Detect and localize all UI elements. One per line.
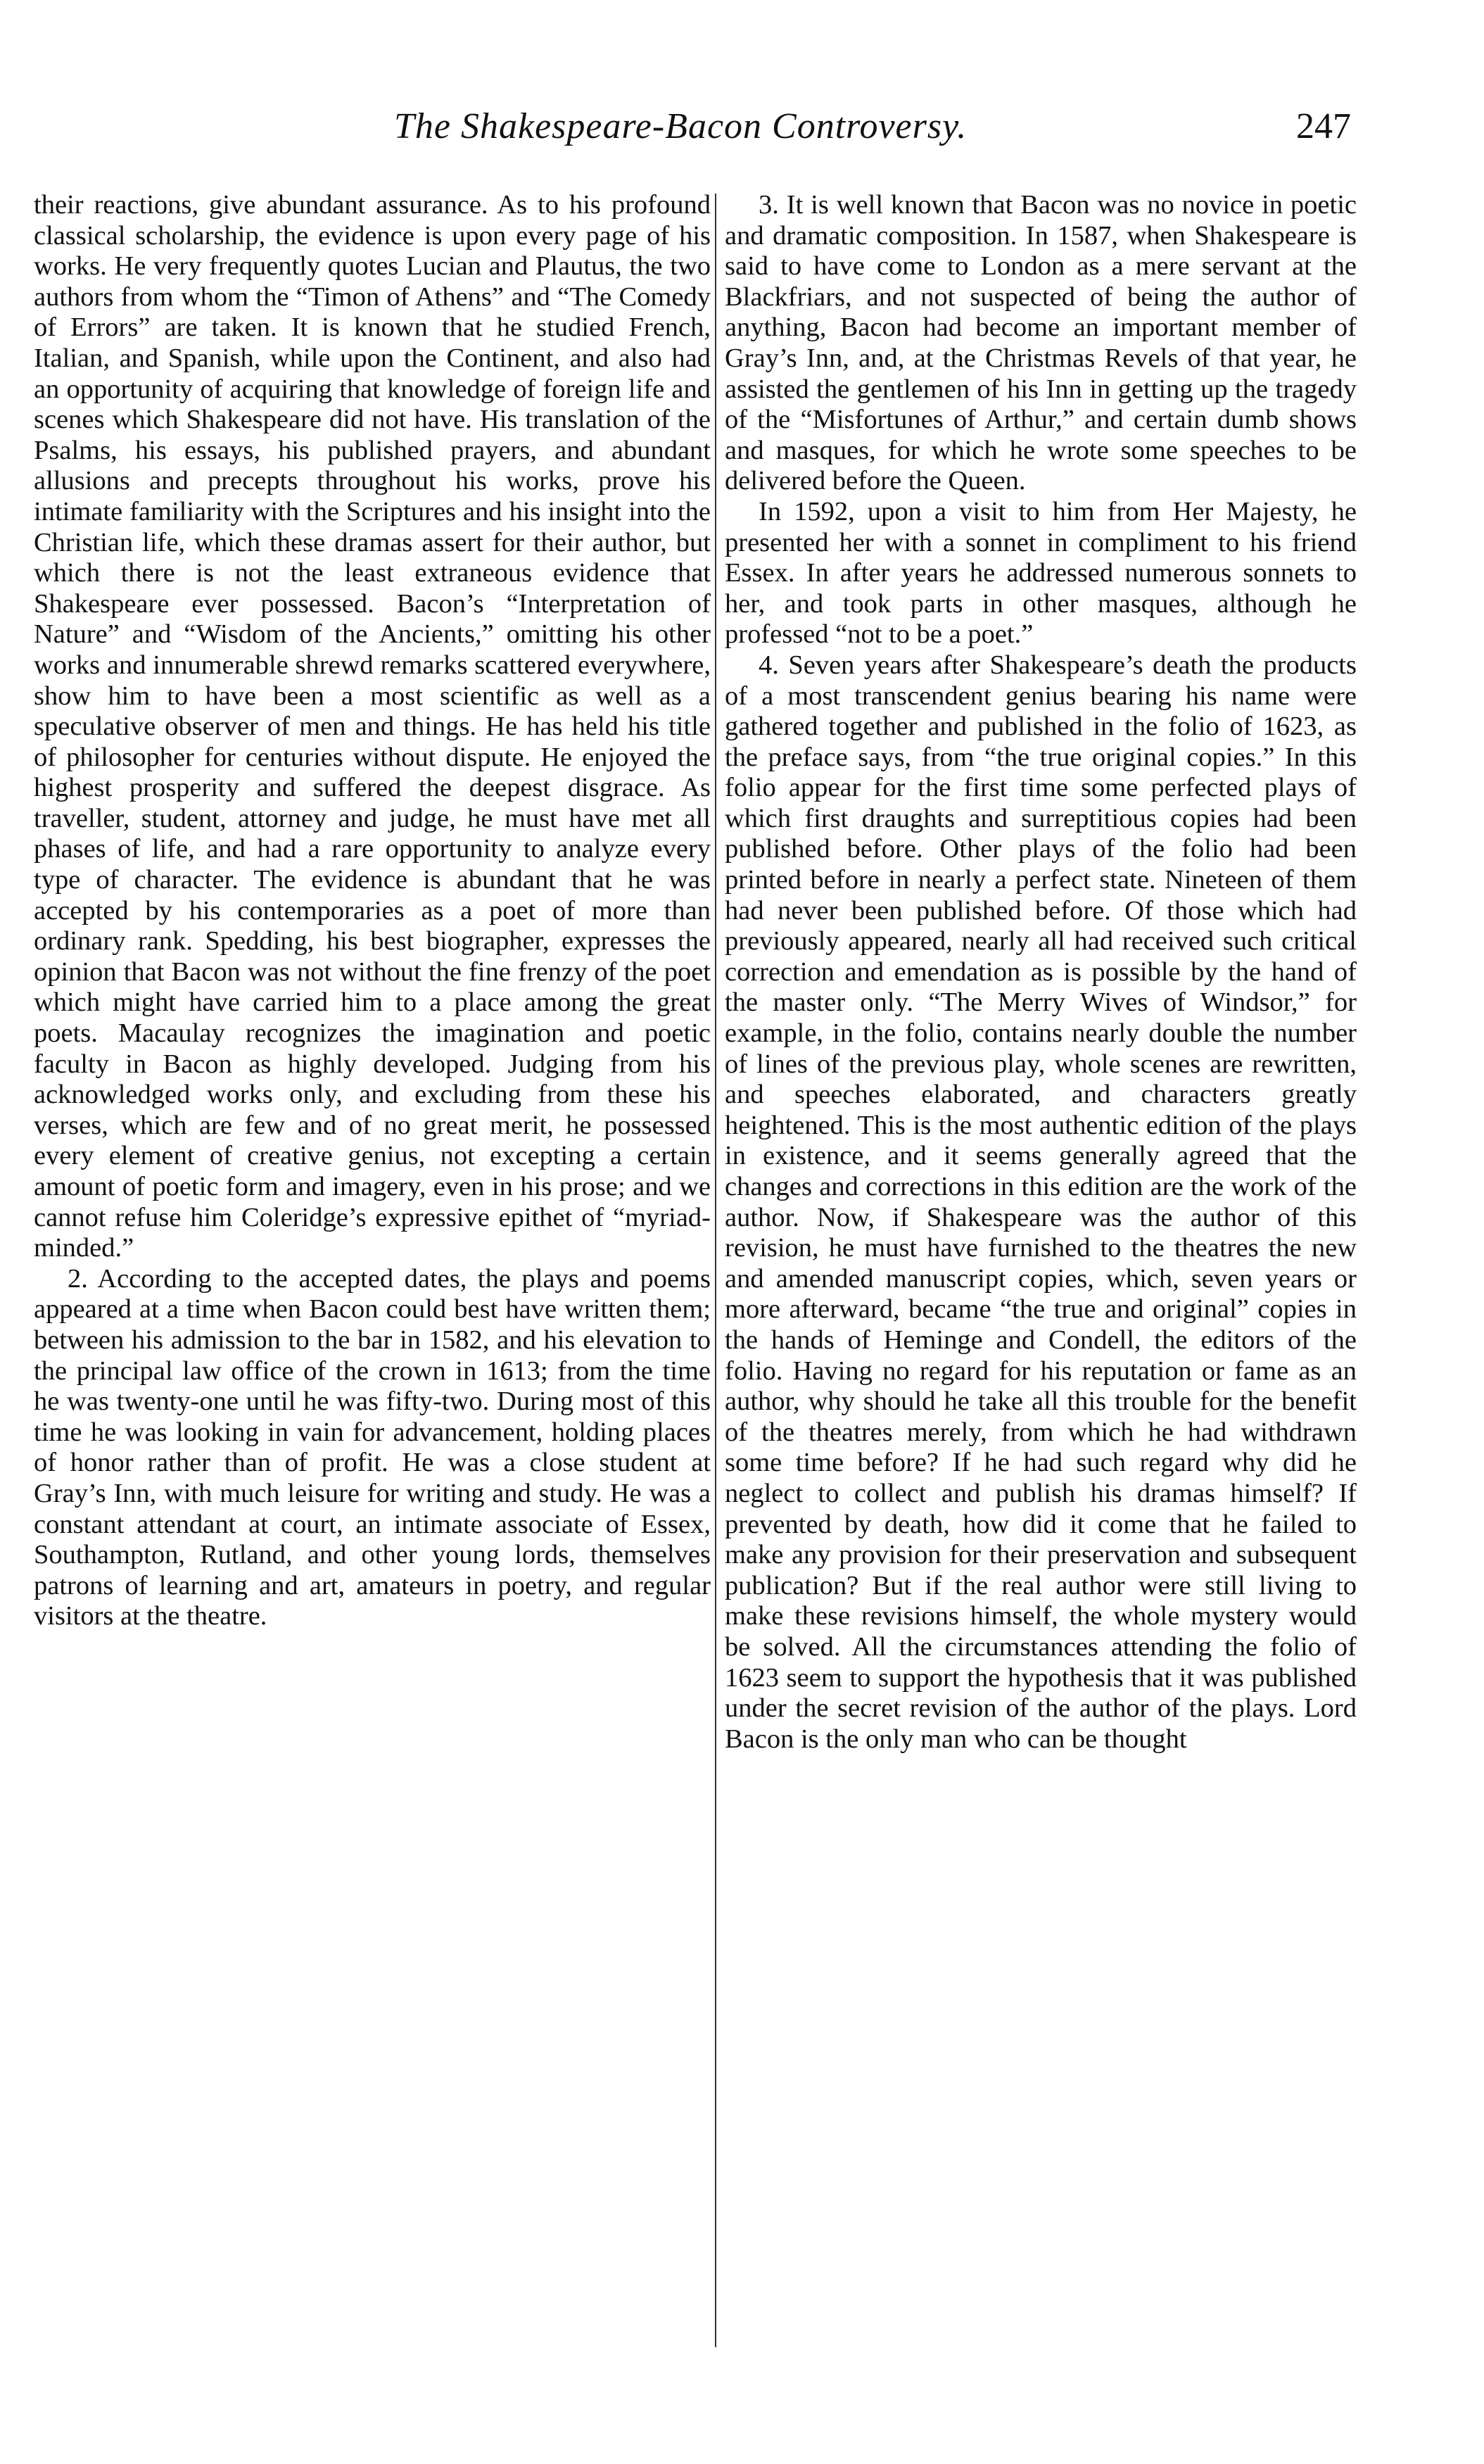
right-column [725, 190, 1357, 1755]
page-number: 247 [1296, 106, 1351, 146]
paragraph: their reactions, give abundant assurance. As to his profound classical scholarship, the evidence is upon every page of his works. He very frequently quotes Lucian and Plautus, the two authors from whom the “Timon of Athens” and “The Comedy of Errors” are taken. It is known that he studied French, Italian, and Spanish, while upon the Continent, and also had an opportunity of acquiring that knowledge of foreign life and scenes which Shakespeare did not have. His translation of the Psalms, his essays, his published prayers, and abundant allusions and precepts throughout his works, prove his intimate familiarity with the Scriptures and his insight into the Christian life, which these dramas assert for their author, but which there is not the least extraneous evidence that Shakespeare ever possessed. Bacon’s “Interpretation of Nature” and “Wisdom of the Ancients,” omitting his other works and innumerable shrewd remarks scattered everywhere, show him to have been a most scientific as well as a speculative observer of men and things. He has held his title of philosopher for centuries without dispute. He enjoyed the highest prosperity and suffered the deepest disgrace. As traveller, student, attorney and judge, he must have met all phases of life, and had a rare opportunity to analyze every type of character. The evidence is abundant that he was accepted by his contemporaries as a poet of more than ordinary rank. Spedding, his best biographer, expresses the opinion that Bacon was not without the fine frenzy of the poet which might have carried him to a place among the great poets. Macaulay recognizes the imagination and poetic faculty in Bacon as highly developed. Judging from his acknowledged works only, and excluding from these his verses, which are few and of no great merit, he possessed every element of creative genius, not excepting a certain amount of poetic form and imagery, even in his prose; and we cannot refuse him Coleridge’s expressive epithet of “myriad-minded.” [34, 190, 711, 1263]
paragraph: 4. Seven years after Shakespeare’s death the products of a most transcendent genius bearing his name were gathered together and published in the folio of 1623, as the preface says, from “the true original copies.” In this folio appear for the first time some perfected plays of which first draughts and surreptitious copies had been published before. Other plays of the folio had been printed before in nearly a perfect state. Nineteen of them had never been published before. Of those which had previously appeared, nearly all had received such critical correction and emendation as is possible by the hand of the master only. “The Merry Wives of Windsor,” for example, in the folio, contains nearly double the number of lines of the previous play, whole scenes are rewritten, and speeches elaborated, and characters greatly heightened. This is the most authentic edition of the plays in existence, and it seems generally agreed that the changes and corrections in this edition are the work of the author. Now, if Shakespeare was the author of this revision, he must have furnished to the theatres the new and amended manuscript copies, which, seven years or more afterward, became “the true and original” copies in the hands of Heminge and Condell, the editors of the folio. Having no regard for his reputation or fame as an author, why should he take all this trouble for the benefit of the theatres merely, from which he had withdrawn some time before? If he had such regard why did he neglect to collect and publish his dramas himself? If prevented by death, how did it come that he failed to make any provision for their preservation and subsequent publication? But if the real author were still living to make these revisions himself, the whole mystery would be solved. All the circumstances attending the folio of 1623 seem to support the hypothesis that it was published under the secret revision of the author of the plays. Lord Bacon is the only man who can be thought [725, 650, 1357, 1754]
left-column [34, 190, 711, 1632]
paragraph: 2. According to the accepted dates, the plays and poems appeared at a time when Bacon could best have written them; between his admission to the bar in 1582, and his elevation to the principal law office of the crown in 1613; from the time he was twenty-one until he was fifty-two. During most of this time he was looking in vain for advancement, holding places of honor rather than of profit. He was a close student at Gray’s Inn, with much leisure for writing and study. He was a constant attendant at court, an intimate associate of Essex, Southampton, Rutland, and other young lords, themselves patrons of learning and art, amateurs in poetry, and regular visitors at the theatre. [34, 1263, 711, 1631]
running-header [394, 106, 1351, 162]
running-title: The Shakespeare-Bacon Controversy. [394, 106, 968, 146]
column-divider [715, 194, 716, 2347]
paragraph: 3. It is well known that Bacon was no novice in poetic and dramatic composition. In 1587, when Shakespeare is said to have come to London as a mere servant at the Blackfriars, and not suspected of being the author of anything, Bacon had become an important member of Gray’s Inn, and, at the Christmas Revels of that year, he assisted the gentlemen of his Inn in getting up the tragedy of the “Misfortunes of Arthur,” and certain dumb shows and masques, for which he wrote some speeches to be delivered before the Queen. [725, 190, 1357, 496]
paragraph: In 1592, upon a visit to him from Her Majesty, he presented her with a sonnet in compliment to his friend Essex. In after years he addressed numerous sonnets to her, and took parts in other masques, although he professed “not to be a poet.” [725, 496, 1357, 650]
